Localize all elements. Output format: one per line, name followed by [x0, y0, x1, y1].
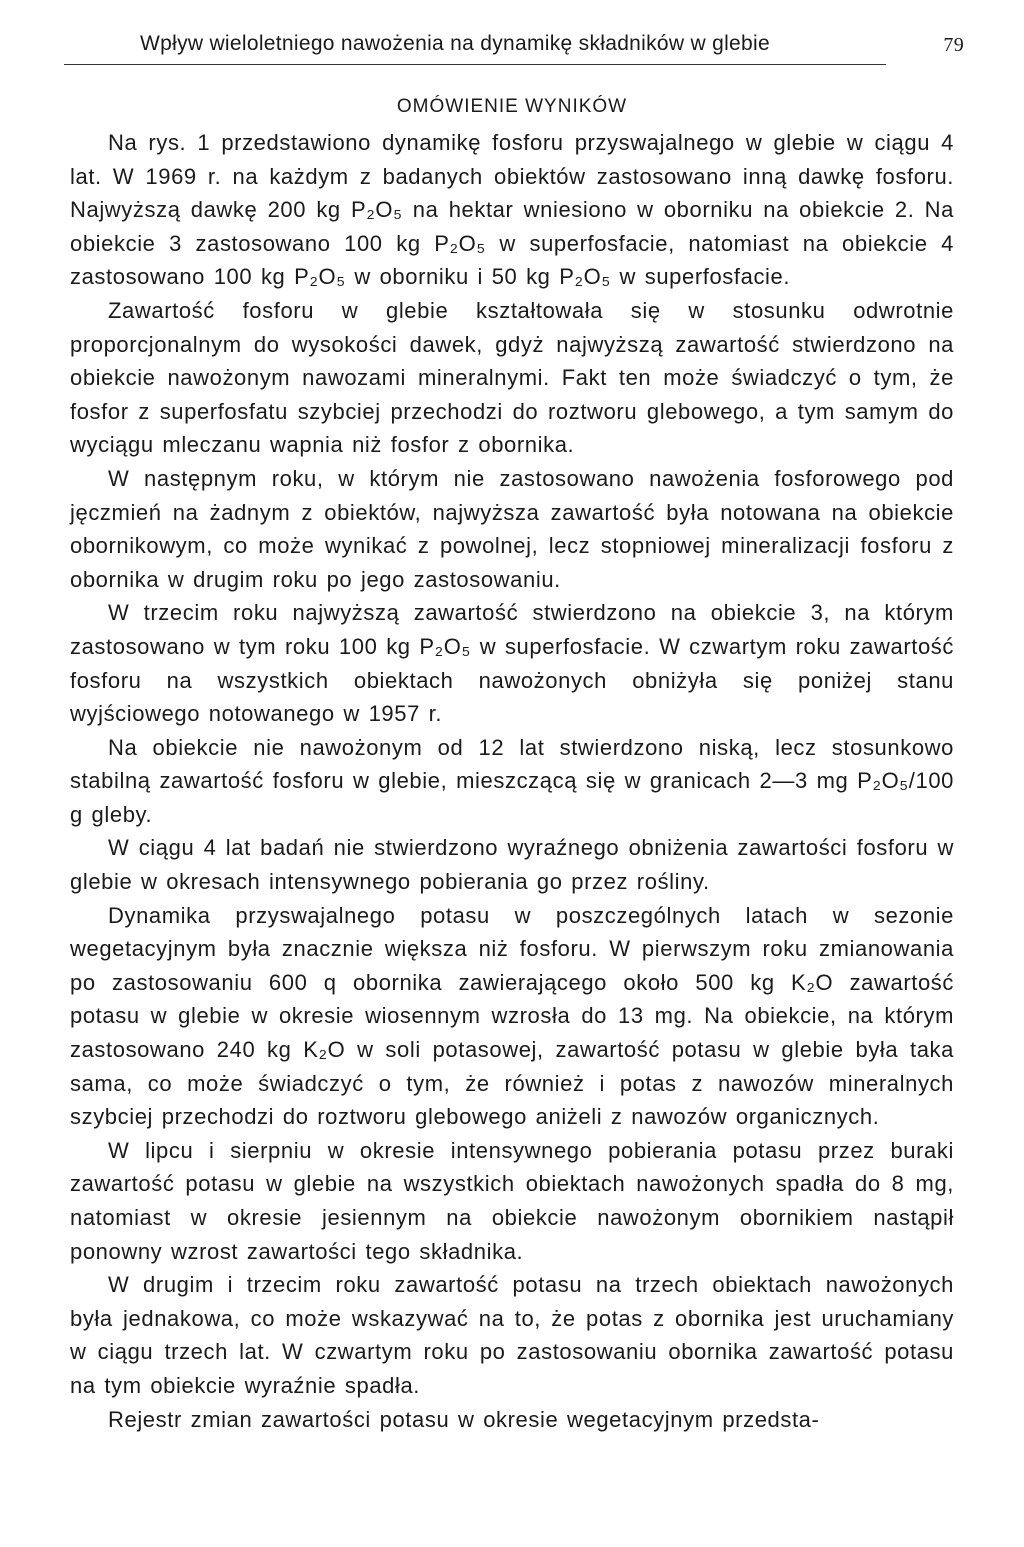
header-rule	[64, 64, 886, 65]
paragraph: Dynamika przyswajalnego potasu w poszczególnych latach w sezonie wegetacyjnym była znacznie większa niż fosforu. W pierwszym roku zmianowania po zastosowaniu 600 q obornika zawierającego około 500 kg K₂O zawartość potasu w glebie w okresie wiosennym wzrosła do 13 mg. Na obiekcie, na którym zastosowano 240 kg K₂O w soli potasowej, zawartość potasu w glebie była taka sama, co może świadczyć o tym, że również i potas z nawozów mineralnych szybciej przechodzi do roztworu glebowego aniżeli z nawozów organicznych.	[70, 902, 954, 1130]
paragraph: Na rys. 1 przedstawiono dynamikę fosforu przyswajalnego w glebie w ciągu 4 lat. W 1969 r. na każdym z badanych obiektów zastosowano inną dawkę fosforu. Najwyższą dawkę 200 kg P₂O₅ na hektar wniesiono w oborniku na obiekcie 2. Na obiekcie 3 zastosowano 100 kg P₂O₅ w superfosfacie, natomiast na obiekcie 4 zastosowano 100 kg P₂O₅ w oborniku i 50 kg P₂O₅ w superfosfacie.	[70, 130, 954, 290]
paragraph: Zawartość fosforu w glebie kształtowała się w stosunku odwrotnie proporcjonalnym do wysokości dawek, gdyż najwyższą zawartość stwierdzono na obiekcie nawożonym nawozami mineralnymi. Fakt ten może świadczyć o tym, że fosfor z superfosfatu szybciej przechodzi do roztworu glebowego, a tym samym do wyciągu mleczanu wapnia niż fosfor z obornika.	[70, 297, 954, 458]
paragraph: Na obiekcie nie nawożonym od 12 lat stwierdzono niską, lecz stosunkowo stabilną zawartość fosforu w glebie, mieszczącą się w granicach 2—3 mg P₂O₅/100 g gleby.	[70, 734, 954, 827]
body-text	[70, 126, 954, 1436]
paragraph: W ciągu 4 lat badań nie stwierdzono wyraźnego obniżenia zawartości fosforu w glebie w okresach intensywnego pobierania go przez rośliny.	[70, 835, 954, 895]
paragraph: W trzecim roku najwyższą zawartość stwierdzono na obiekcie 3, na którym zastosowano w tym roku 100 kg P₂O₅ w superfosfacie. W czwartym roku zawartość fosforu na wszystkich obiektach nawożonych obniżyła się poniżej stanu wyjściowego notowanego w 1957 r.	[70, 600, 954, 727]
page-number: 79	[943, 34, 964, 56]
section-heading: OMÓWIENIE WYNIKÓW	[396, 96, 628, 117]
paragraph: W lipcu i sierpniu w okresie intensywnego pobierania potasu przez buraki zawartość potasu w glebie na wszystkich obiektach nawożonych spadła do 8 mg, natomiast w okresie jesiennym na obiekcie nawożonym obornikiem nastąpił ponowny wzrost zawartości tego składnika.	[70, 1137, 954, 1264]
paragraph: W następnym roku, w którym nie zastosowano nawożenia fosforowego pod jęczmień na żadnym z obiektów, najwyższa zawartość była notowana na obiekcie obornikowym, co może wynikać z powolnej, lecz stopniowej mineralizacji fosforu z obornika w drugim roku po jego zastosowaniu.	[70, 465, 954, 592]
paragraph: W drugim i trzecim roku zawartość potasu na trzech obiektach nawożonych była jednakowa, co może wskazywać na to, że potas z obornika jest uruchamiany w ciągu trzech lat. W czwartym roku po zastosowaniu obornika zawartość potasu na tym obiekcie wyraźnie spadła.	[70, 1272, 954, 1398]
paragraph: Rejestr zmian zawartości potasu w okresie wegetacyjnym przedsta-	[108, 1406, 820, 1432]
running-title: Wpływ wieloletniego nawożenia na dynamikę składników w glebie	[140, 32, 770, 55]
running-header	[70, 28, 970, 58]
